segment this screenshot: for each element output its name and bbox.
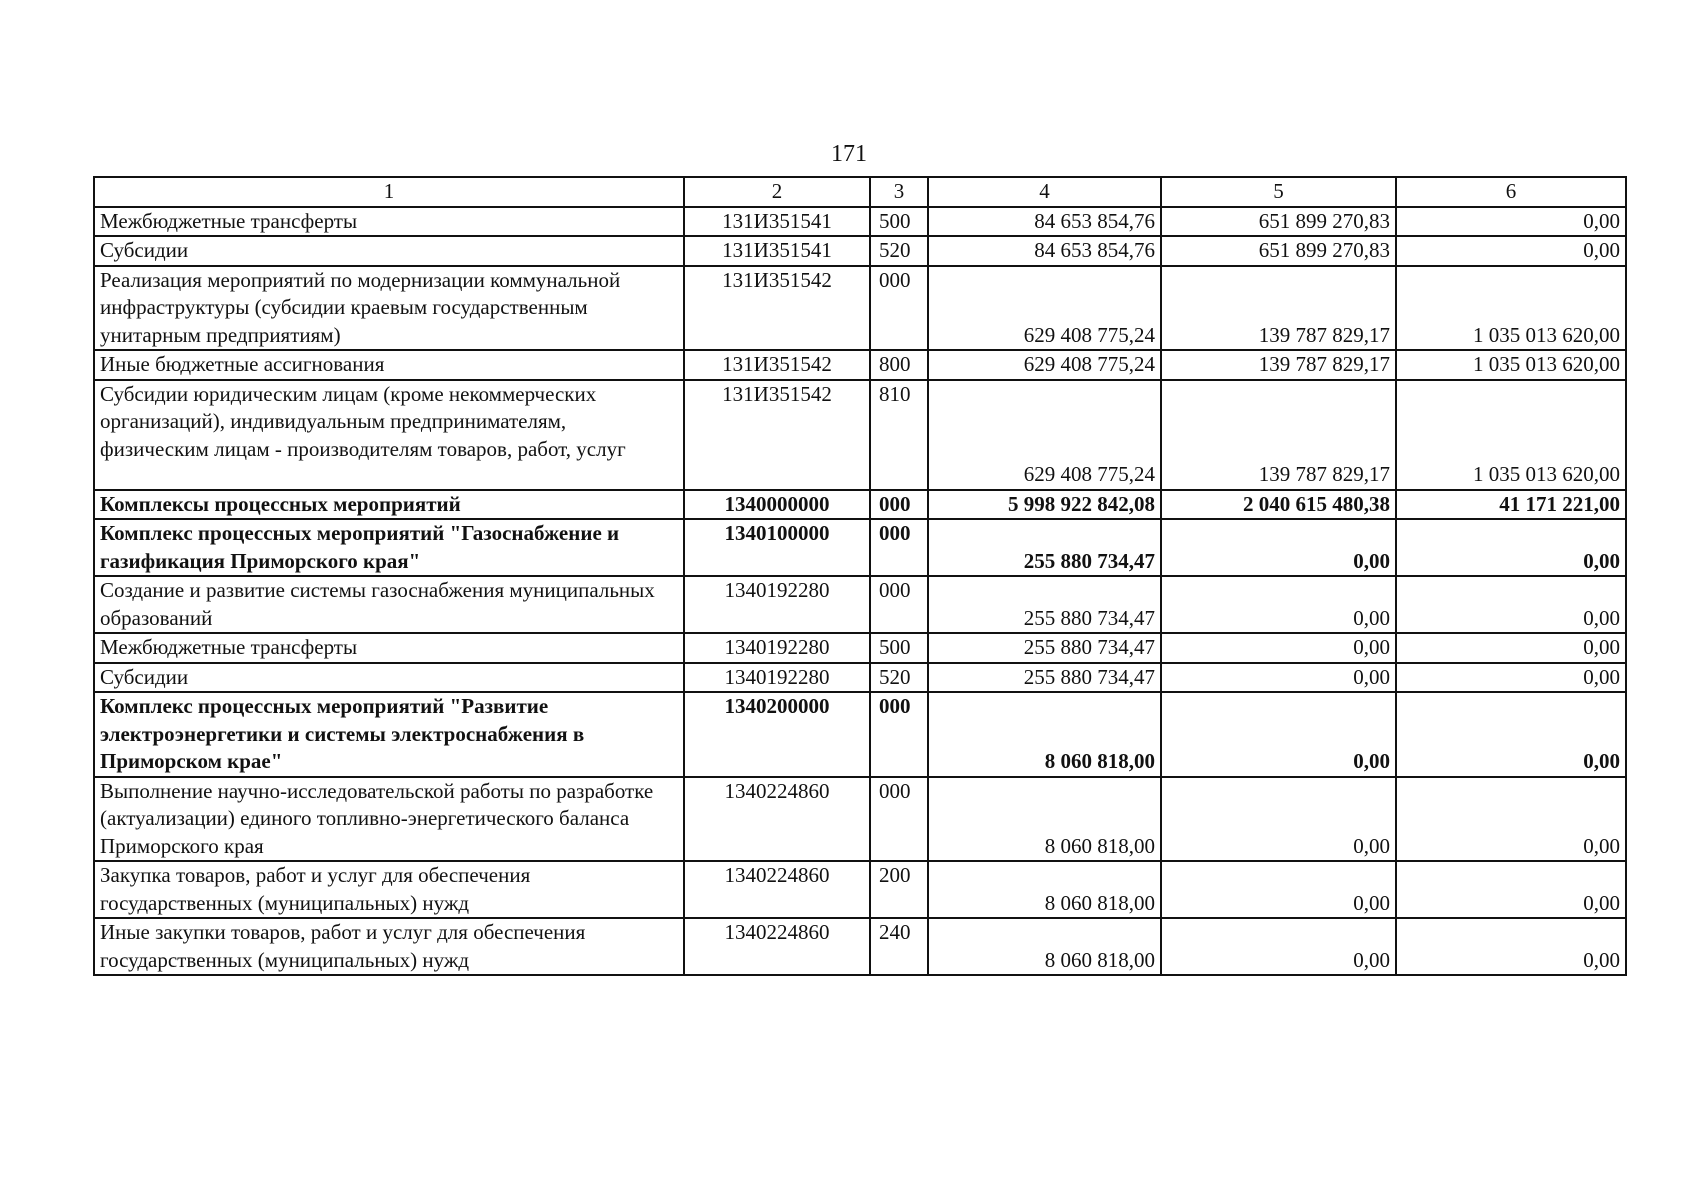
- table-row: [94, 380, 1626, 490]
- header-row: [94, 177, 1626, 207]
- row-value-col4: 629 408 775,24: [928, 350, 1161, 380]
- row-subcode-cell: 240: [870, 918, 928, 975]
- header-cell: 2: [684, 177, 870, 207]
- row-value-col4: 84 653 854,76: [928, 236, 1161, 266]
- row-value-col6: 0,00: [1396, 207, 1626, 237]
- table-row: [94, 861, 1626, 918]
- row-code-cell: 1340100000: [684, 519, 870, 576]
- row-value-col4: 8 060 818,00: [928, 692, 1161, 777]
- table-row: [94, 777, 1626, 862]
- row-value-col6: 1 035 013 620,00: [1396, 266, 1626, 351]
- row-value-col4: 5 998 922 842,08: [928, 490, 1161, 520]
- row-value-col5: 0,00: [1161, 692, 1396, 777]
- row-value-col5: 651 899 270,83: [1161, 207, 1396, 237]
- table-row: [94, 266, 1626, 351]
- header-cell: 4: [928, 177, 1161, 207]
- row-subcode-cell: 810: [870, 380, 928, 490]
- row-value-col4: 255 880 734,47: [928, 519, 1161, 576]
- row-value-col5: 0,00: [1161, 633, 1396, 663]
- row-name-cell: Комплексы процессных мероприятий: [94, 490, 684, 520]
- row-value-col4: 8 060 818,00: [928, 861, 1161, 918]
- row-subcode-cell: 520: [870, 663, 928, 693]
- row-value-col4: 8 060 818,00: [928, 777, 1161, 862]
- table-row: [94, 207, 1626, 237]
- row-code-cell: 1340224860: [684, 918, 870, 975]
- row-value-col5: 0,00: [1161, 918, 1396, 975]
- row-code-cell: 1340224860: [684, 861, 870, 918]
- row-subcode-cell: 000: [870, 777, 928, 862]
- table-row: [94, 663, 1626, 693]
- row-value-col4: 8 060 818,00: [928, 918, 1161, 975]
- table-row: [94, 633, 1626, 663]
- row-value-col6: 0,00: [1396, 663, 1626, 693]
- row-code-cell: 131И351541: [684, 236, 870, 266]
- budget-table: [93, 176, 1627, 976]
- row-name-cell: Иные бюджетные ассигнования: [94, 350, 684, 380]
- row-subcode-cell: 500: [870, 207, 928, 237]
- row-code-cell: 131И351542: [684, 266, 870, 351]
- row-value-col4: 629 408 775,24: [928, 380, 1161, 490]
- table-row: [94, 236, 1626, 266]
- row-value-col6: 1 035 013 620,00: [1396, 380, 1626, 490]
- row-code-cell: 1340224860: [684, 777, 870, 862]
- row-subcode-cell: 500: [870, 633, 928, 663]
- row-value-col5: 0,00: [1161, 777, 1396, 862]
- row-name-cell: Создание и развитие системы газоснабжения муниципальных образований: [94, 576, 684, 633]
- row-value-col6: 0,00: [1396, 918, 1626, 975]
- row-value-col5: 0,00: [1161, 663, 1396, 693]
- row-value-col6: 0,00: [1396, 692, 1626, 777]
- row-value-col5: 139 787 829,17: [1161, 266, 1396, 351]
- row-code-cell: 1340192280: [684, 633, 870, 663]
- row-value-col6: 0,00: [1396, 777, 1626, 862]
- table-row: [94, 519, 1626, 576]
- row-name-cell: Субсидии юридическим лицам (кроме некоммерческих организаций), индивидуальным предпринимателям, физическим лицам - производителям товаров, работ, услуг: [94, 380, 684, 490]
- header-cell: 1: [94, 177, 684, 207]
- row-name-cell: Субсидии: [94, 236, 684, 266]
- row-subcode-cell: 200: [870, 861, 928, 918]
- page-number: 171: [831, 141, 867, 167]
- row-subcode-cell: 800: [870, 350, 928, 380]
- row-value-col6: 1 035 013 620,00: [1396, 350, 1626, 380]
- row-value-col4: 629 408 775,24: [928, 266, 1161, 351]
- table-row: [94, 576, 1626, 633]
- row-value-col5: 0,00: [1161, 519, 1396, 576]
- row-name-cell: Реализация мероприятий по модернизации коммунальной инфраструктуры (субсидии краевым государственным унитарным предприятиям): [94, 266, 684, 351]
- row-name-cell: Субсидии: [94, 663, 684, 693]
- row-value-col6: 0,00: [1396, 633, 1626, 663]
- row-subcode-cell: 000: [870, 490, 928, 520]
- row-subcode-cell: 000: [870, 519, 928, 576]
- row-name-cell: Межбюджетные трансферты: [94, 633, 684, 663]
- row-value-col4: 255 880 734,47: [928, 663, 1161, 693]
- row-subcode-cell: 000: [870, 576, 928, 633]
- header-cell: 3: [870, 177, 928, 207]
- table-row: [94, 918, 1626, 975]
- row-value-col5: 0,00: [1161, 861, 1396, 918]
- header-cell: 5: [1161, 177, 1396, 207]
- header-cell: 6: [1396, 177, 1626, 207]
- row-code-cell: 1340000000: [684, 490, 870, 520]
- row-code-cell: 1340200000: [684, 692, 870, 777]
- row-value-col6: 41 171 221,00: [1396, 490, 1626, 520]
- row-code-cell: 1340192280: [684, 576, 870, 633]
- row-value-col5: 651 899 270,83: [1161, 236, 1396, 266]
- row-value-col6: 0,00: [1396, 576, 1626, 633]
- row-value-col4: 255 880 734,47: [928, 633, 1161, 663]
- row-name-cell: Выполнение научно-исследовательской работы по разработке (актуализации) единого топливно-энергетического баланса Приморского края: [94, 777, 684, 862]
- row-subcode-cell: 000: [870, 266, 928, 351]
- row-code-cell: 1340192280: [684, 663, 870, 693]
- row-name-cell: Иные закупки товаров, работ и услуг для обеспечения государственных (муниципальных) нужд: [94, 918, 684, 975]
- row-value-col6: 0,00: [1396, 519, 1626, 576]
- row-value-col4: 84 653 854,76: [928, 207, 1161, 237]
- table-row: [94, 692, 1626, 777]
- row-value-col5: 2 040 615 480,38: [1161, 490, 1396, 520]
- row-code-cell: 131И351542: [684, 380, 870, 490]
- row-name-cell: Межбюджетные трансферты: [94, 207, 684, 237]
- row-value-col5: 139 787 829,17: [1161, 380, 1396, 490]
- row-value-col5: 139 787 829,17: [1161, 350, 1396, 380]
- row-name-cell: Комплекс процессных мероприятий "Развитие электроэнергетики и системы электроснабжения в Приморском крае": [94, 692, 684, 777]
- row-name-cell: Закупка товаров, работ и услуг для обеспечения государственных (муниципальных) нужд: [94, 861, 684, 918]
- row-code-cell: 131И351542: [684, 350, 870, 380]
- row-value-col6: 0,00: [1396, 236, 1626, 266]
- row-value-col4: 255 880 734,47: [928, 576, 1161, 633]
- table-row: [94, 490, 1626, 520]
- row-value-col5: 0,00: [1161, 576, 1396, 633]
- row-subcode-cell: 000: [870, 692, 928, 777]
- row-value-col6: 0,00: [1396, 861, 1626, 918]
- row-subcode-cell: 520: [870, 236, 928, 266]
- table-row: [94, 350, 1626, 380]
- row-name-cell: Комплекс процессных мероприятий "Газоснабжение и газификация Приморского края": [94, 519, 684, 576]
- row-code-cell: 131И351541: [684, 207, 870, 237]
